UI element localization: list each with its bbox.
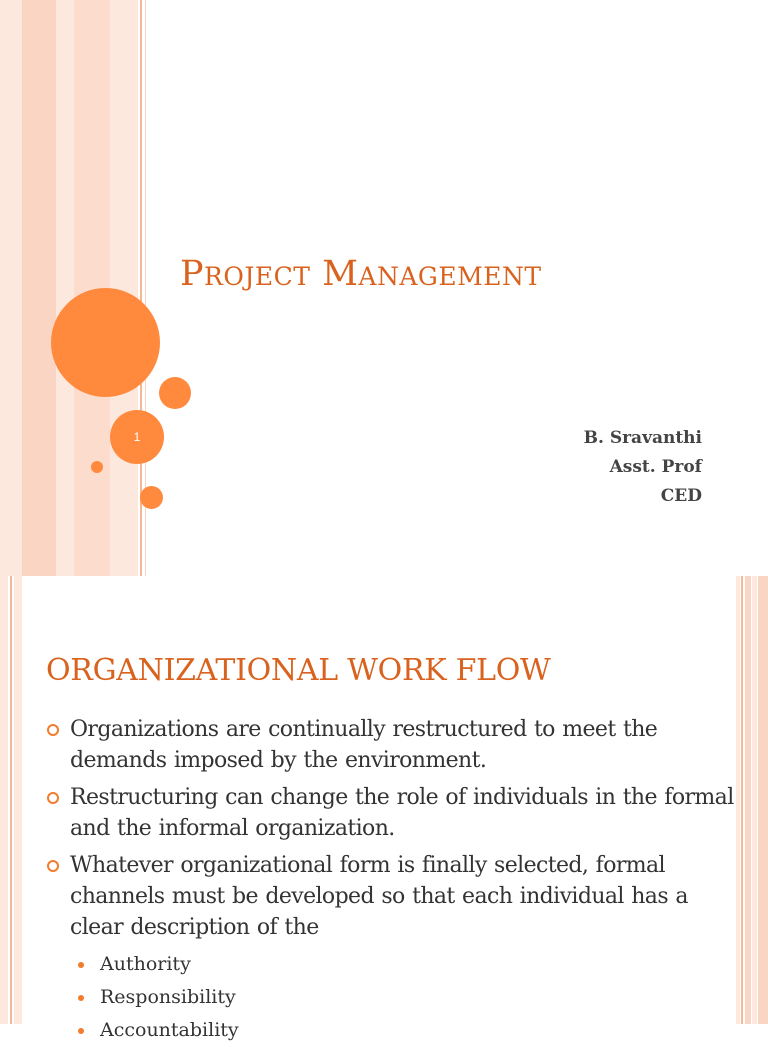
author-name: B. Sravanthi bbox=[583, 428, 702, 448]
decorative-stripe bbox=[0, 0, 22, 576]
decorative-stripe bbox=[14, 576, 22, 1024]
decorative-stripe bbox=[56, 0, 74, 576]
ring-bullet-icon bbox=[47, 792, 59, 804]
slide-number: 1 bbox=[133, 430, 141, 444]
sub-list-item bbox=[78, 981, 239, 1014]
decorative-circle-large bbox=[51, 288, 160, 397]
dot-bullet-icon bbox=[78, 995, 84, 1001]
list-item bbox=[44, 782, 744, 844]
bullet-list bbox=[44, 714, 744, 949]
slide-heading: ORGANIZATIONAL WORK FLOW bbox=[46, 653, 551, 688]
decorative-line bbox=[10, 576, 12, 1024]
decorative-stripe bbox=[758, 576, 768, 1024]
sub-list-item bbox=[78, 1014, 239, 1047]
ring-bullet-icon bbox=[47, 860, 59, 872]
author-designation: Asst. Prof bbox=[609, 457, 702, 477]
content-slide bbox=[0, 576, 768, 1041]
sub-list-item bbox=[78, 948, 239, 981]
sub-bullet-text: Responsibility bbox=[100, 986, 236, 1008]
author-block bbox=[584, 424, 702, 511]
decorative-circle-small bbox=[91, 461, 103, 473]
ring-bullet-icon bbox=[47, 724, 59, 736]
bullet-text: Whatever organizational form is finally selected, formal channels must be developed so that each individual has a clear description of the bbox=[70, 853, 688, 940]
sub-bullet-list bbox=[78, 948, 239, 1047]
slide-title: Project Management bbox=[180, 254, 542, 294]
bullet-text: Restructuring can change the role of individuals in the formal and the informal organization. bbox=[70, 785, 734, 841]
decorative-stripe bbox=[745, 576, 751, 1024]
decorative-circle bbox=[159, 377, 191, 409]
author-department: CED bbox=[660, 486, 702, 506]
list-item bbox=[44, 714, 744, 776]
decorative-stripe bbox=[752, 576, 757, 1024]
bullet-text: Organizations are continually restructured to meet the demands imposed by the environment. bbox=[70, 717, 658, 773]
sub-bullet-text: Authority bbox=[100, 953, 191, 975]
dot-bullet-icon bbox=[78, 1028, 84, 1034]
dot-bullet-icon bbox=[78, 962, 84, 968]
list-item bbox=[44, 850, 744, 943]
sub-bullet-text: Accountability bbox=[100, 1019, 239, 1041]
decorative-stripe bbox=[0, 576, 8, 1024]
decorative-stripe bbox=[22, 0, 56, 576]
decorative-circle bbox=[140, 486, 163, 509]
